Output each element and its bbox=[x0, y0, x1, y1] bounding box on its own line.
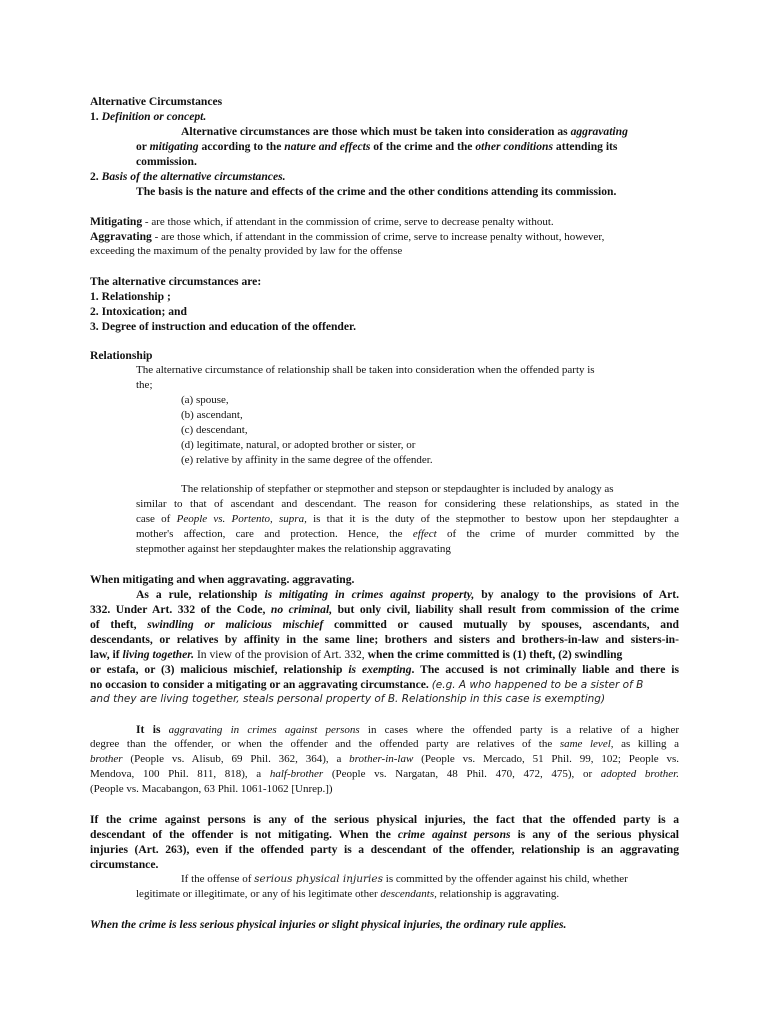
persons-adopted-brother: adopted brother. bbox=[600, 768, 679, 780]
persons-brother-in-law: brother-in-law bbox=[349, 753, 414, 765]
stepparent-text-2: is that it is the duty of the stepmother to bestow upon her stepdaughter a bbox=[306, 513, 680, 525]
section-2-number: 2. bbox=[90, 170, 99, 183]
definition-text-2: according to the bbox=[201, 140, 282, 153]
rule-line-1 bbox=[136, 587, 679, 602]
list-item-instruction: 3. Degree of instruction and education of the offender. bbox=[90, 320, 356, 333]
when-heading: When mitigating and when aggravating. aggravating. bbox=[90, 573, 355, 586]
persons-text-2: in cases where the offended party is a relative of a higher bbox=[367, 724, 679, 736]
stepparent-line-1: The relationship of stepfather or stepmother and stepson or stepdaughter is included by analogy as bbox=[181, 483, 614, 495]
list-heading: The alternative circumstances are: bbox=[90, 275, 262, 288]
relationship-item-d: (d) legitimate, natural, or adopted brother or sister, or bbox=[181, 439, 416, 451]
persons-line-3 bbox=[90, 752, 679, 767]
persons-line-4 bbox=[90, 767, 679, 782]
persons-line-5: (People vs. Macabangon, 63 Phil. 1061-1062 [Unrep.]) bbox=[90, 783, 333, 795]
list-item-intoxication: 2. Intoxication; and bbox=[90, 305, 187, 318]
rule-text-3: 332. Under Art. 332 of the Code, bbox=[90, 603, 266, 616]
rule-text-11: . The accused is not criminally liable and there is bbox=[411, 663, 679, 676]
section-1-heading bbox=[90, 109, 680, 124]
rule-line-2 bbox=[90, 602, 679, 617]
mitigating-term: Mitigating bbox=[90, 215, 143, 228]
definition-line-2 bbox=[136, 139, 726, 154]
rule-line-5 bbox=[90, 647, 679, 662]
rule-mitigating-property: is mitigating in crimes against property, bbox=[264, 588, 475, 601]
rule-no-criminal: no criminal, bbox=[270, 603, 333, 616]
offense-descendants: descendants, bbox=[380, 888, 437, 900]
citation-nargatan: (People vs. Nargatan, 48 Phil. 470, 472, 475), or bbox=[323, 768, 593, 780]
offense-serious-injuries: serious physical injuries bbox=[254, 873, 384, 885]
rule-text-4: but only civil, liability shall result from commission of the crime bbox=[337, 603, 679, 616]
citation-alisub: (People vs. Alisub, 69 Phil. 362, 364), a bbox=[122, 753, 342, 765]
rule-text-6: committed or caused mutually by spouses, ascendants, and bbox=[333, 618, 679, 631]
definition-other-conditions: other conditions bbox=[475, 140, 553, 153]
persons-aggravating: aggravating in crimes against persons bbox=[168, 724, 360, 736]
rule-line-3 bbox=[90, 617, 679, 632]
section-1-number: 1. bbox=[90, 110, 99, 123]
definition-text-3: of the crime and the bbox=[373, 140, 473, 153]
offense-line-1 bbox=[181, 872, 768, 887]
persons-half-brother: half-brother bbox=[269, 768, 324, 780]
relationship-intro: The alternative circumstance of relationship shall be taken into consideration when the offended party is bbox=[136, 364, 595, 376]
definition-line-3: commission. bbox=[136, 155, 197, 168]
serious-text-2: is any of the serious physical bbox=[517, 828, 679, 841]
rule-line-6 bbox=[90, 662, 679, 677]
rule-line-7 bbox=[90, 677, 679, 693]
effect-word: effect bbox=[412, 528, 437, 540]
offense-text-4: relationship is aggravating. bbox=[436, 888, 560, 900]
mitigating-text: - are those which, if attendant in the commission of crime, serve to decrease penalty without. bbox=[142, 216, 554, 228]
doc-title: Alternative Circumstances bbox=[90, 95, 223, 108]
stepparent-line-3 bbox=[136, 512, 679, 527]
persons-same-level: same level, bbox=[559, 738, 614, 750]
final-rule: When the crime is less serious physical injuries or slight physical injuries, the ordinary rule applies. bbox=[90, 918, 567, 931]
rule-living-together: living together. bbox=[122, 648, 195, 661]
section-2-title: Basis of the alternative circumstances. bbox=[101, 170, 286, 183]
aggravating-text: - are those which, if attendant in the commission of crime, serve to increase penalty without, however, bbox=[154, 231, 605, 243]
serious-line-4: circumstance. bbox=[90, 858, 159, 871]
definition-text-4: attending its bbox=[555, 140, 618, 153]
relationship-intro-2: the; bbox=[136, 379, 153, 391]
example-text: (e.g. A who happened to be a sister of B bbox=[431, 679, 644, 691]
rule-text-8: In view of the provision of Art. 332, bbox=[194, 648, 365, 661]
stepparent-text-4: of the crime of murder committed by the bbox=[447, 528, 680, 540]
case-citation: People vs. Portento, supra, bbox=[176, 513, 307, 525]
relationship-item-a: (a) spouse, bbox=[181, 394, 229, 406]
stepparent-text-3: mother's affection, care and protection. Hence, the bbox=[136, 528, 403, 540]
list-item-relationship: 1. Relationship ; bbox=[90, 290, 171, 303]
persons-line-1 bbox=[136, 722, 679, 738]
definition-text: Alternative circumstances are those which must be taken into consideration as bbox=[181, 125, 568, 138]
stepparent-line-2: similar to that of ascendant and descendant. The reason for considering these relationships, as stated in the bbox=[136, 498, 679, 510]
offense-line-2 bbox=[136, 887, 726, 902]
example-text-2: and they are living together, steals personal property of B. Relationship in this case is exempting) bbox=[90, 693, 606, 705]
rule-text-7: law, if bbox=[90, 648, 120, 661]
rule-text-9: when the crime committed is (1) theft, (2) swindling bbox=[367, 648, 623, 661]
aggravating-definition-2: exceeding the maximum of the penalty provided by law for the offense bbox=[90, 245, 403, 257]
rule-swindling: swindling or malicious mischief bbox=[147, 618, 324, 631]
serious-crime-against-persons: crime against persons bbox=[397, 828, 511, 841]
relationship-item-b: (b) ascendant, bbox=[181, 409, 243, 421]
definition-or: or bbox=[136, 140, 147, 153]
stepparent-line-4 bbox=[136, 527, 679, 542]
relationship-heading: Relationship bbox=[90, 349, 153, 362]
persons-brother: brother bbox=[90, 753, 123, 765]
offense-text: If the offense of bbox=[181, 873, 252, 885]
serious-line-2 bbox=[90, 827, 679, 842]
rule-text: As a rule, relationship bbox=[136, 588, 258, 601]
section-2-heading bbox=[90, 169, 680, 184]
stepparent-line-5: stepmother against her stepdaughter makes the relationship aggravating bbox=[136, 543, 451, 555]
persons-text-3: degree than the offender, or when the offender and the offended party are relatives of the bbox=[90, 738, 553, 750]
section-1-title: Definition or concept. bbox=[101, 110, 207, 123]
serious-text: descendant of the offender is not mitigating. When the bbox=[90, 828, 391, 841]
offense-text-2: is committed by the offender against his child, whether bbox=[385, 873, 628, 885]
citation-mendova: Mendova, 100 Phil. 811, 818), a bbox=[90, 768, 262, 780]
rule-text-2: by analogy to the provisions of Art. bbox=[481, 588, 680, 601]
definition-mitigating: mitigating bbox=[149, 140, 199, 153]
persons-text-4: as killing a bbox=[613, 738, 680, 750]
offense-text-3: legitimate or illegitimate, or any of his legitimate other bbox=[136, 888, 378, 900]
aggravating-definition bbox=[90, 229, 680, 245]
rule-text-12: no occasion to consider a mitigating or an aggravating circumstance. bbox=[90, 678, 429, 691]
serious-line-1: If the crime against persons is any of the serious physical injuries, the fact that the offended party is a bbox=[90, 813, 679, 826]
rule-text-10: or estafa, or (3) malicious mischief, relationship bbox=[90, 663, 343, 676]
definition-aggravating: aggravating bbox=[570, 125, 628, 138]
basis-text: The basis is the nature and effects of the crime and the other conditions attending its commission. bbox=[136, 185, 617, 198]
relationship-item-c: (c) descendant, bbox=[181, 424, 248, 436]
citation-mercado: (People vs. Mercado, 51 Phil. 99, 102; People vs. bbox=[413, 753, 679, 765]
definition-nature: nature and effects bbox=[284, 140, 371, 153]
mitigating-definition bbox=[90, 214, 680, 230]
definition-line-1 bbox=[181, 124, 667, 139]
stepparent-text: case of bbox=[136, 513, 171, 525]
aggravating-term: Aggravating bbox=[90, 230, 152, 243]
rule-text-5: of theft, bbox=[90, 618, 137, 631]
rule-line-4: descendants, or relatives by affinity in the same line; brothers and sisters and brothers-in-law and sisters-in- bbox=[90, 633, 679, 646]
persons-line-2 bbox=[90, 737, 679, 752]
persons-text: It is bbox=[136, 723, 161, 736]
rule-exempting: is exempting bbox=[348, 663, 412, 676]
serious-line-3: injuries (Art. 263), even if the offended party is a descendant of the offender, relationship is an aggravating bbox=[90, 843, 679, 856]
relationship-item-e: (e) relative by affinity in the same degree of the offender. bbox=[181, 454, 433, 466]
